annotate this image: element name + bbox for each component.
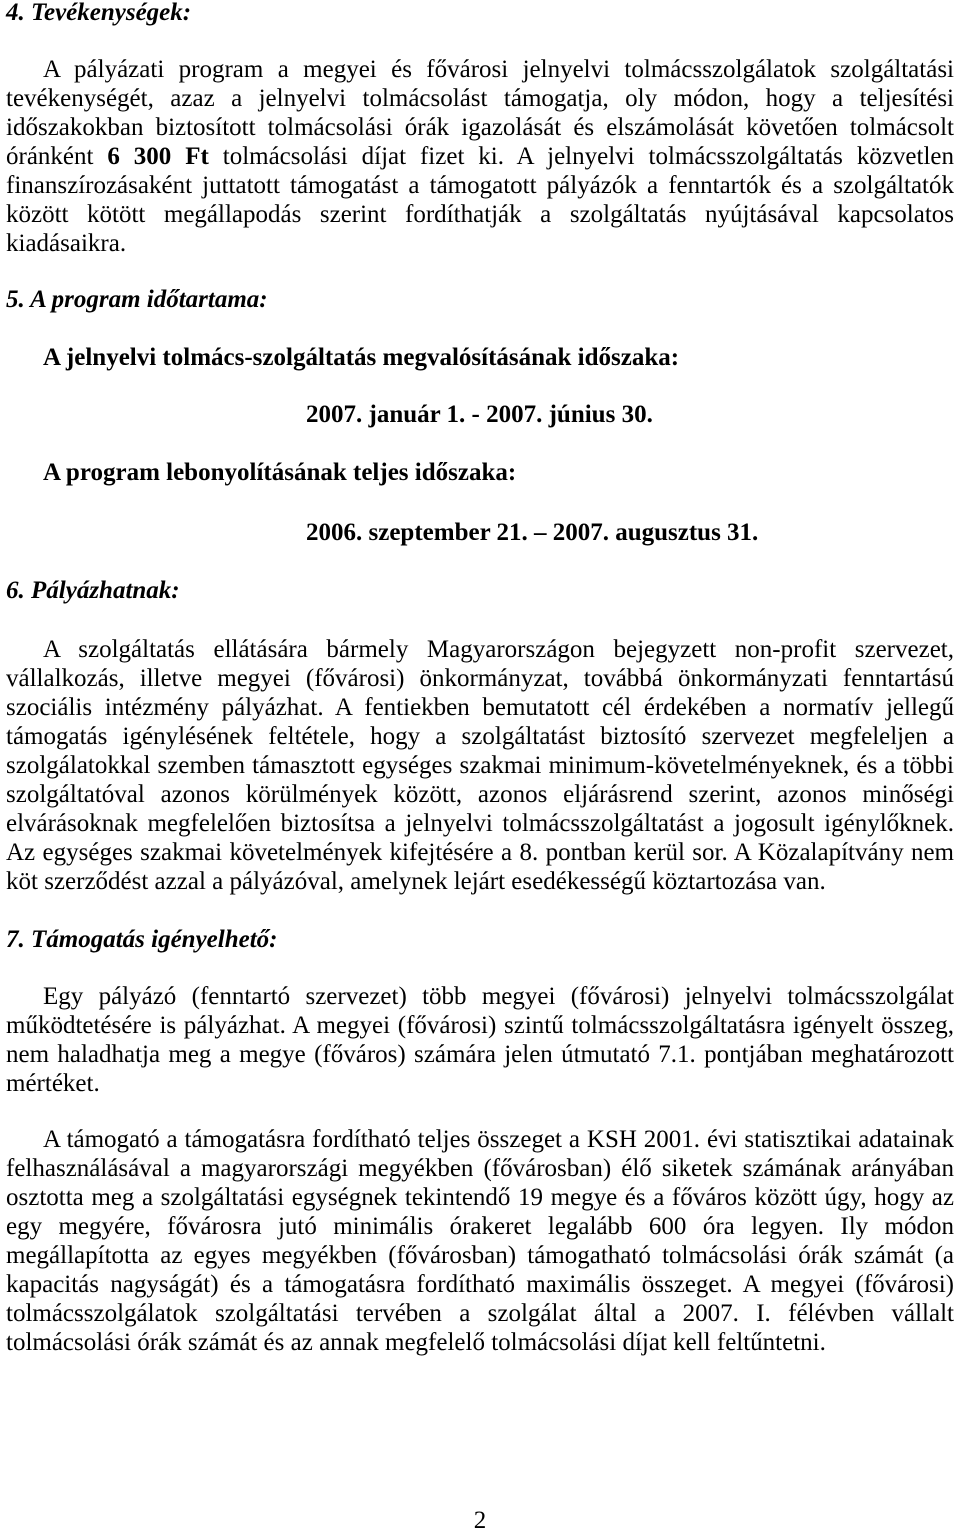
text-line: kapacitás nagyságát) és a támogatásra fordítható maximális összeget. A megyei (fővárosi)	[6, 1271, 954, 1298]
text-line: Egy pályázó (fenntartó szervezet) több megyei (fővárosi) jelnyelvi tolmácsszolgálat	[43, 983, 954, 1010]
program-period-label: A program lebonyolításának teljes időszaka:	[43, 459, 517, 486]
fee-amount: 6 300 Ft	[107, 143, 209, 170]
text-line: elvárásoknak megfelelően biztosítsa a jelnyelvi tolmácsszolgáltatást a jogosult igénylőknek.	[6, 810, 954, 837]
section-7-paragraph-1	[6, 982, 954, 1098]
implementation-period-label: A jelnyelvi tolmács-szolgáltatás megvalósításának időszaka:	[43, 344, 680, 371]
text-line: tolmácsolási órák számát és az annak megfelelő tolmácsolási díjat kell feltűntetni.	[6, 1329, 826, 1356]
section-4-paragraph	[6, 55, 954, 258]
text-line: szolgálatokkal szemben támasztott egységes szakmai minimum-követelményeknek, és a többi	[6, 752, 954, 779]
section-6-heading: 6. Pályázhatnak:	[6, 577, 180, 604]
text-line: felhasználásával a magyarországi megyékben (fővárosban) élő siketek számának arányában	[6, 1155, 954, 1182]
text-line: nem haladhatja meg a megye (főváros) számára jelen útmutató 7.1. pontjában meghatározott	[6, 1041, 954, 1068]
text-line: szolgáltatóval azonos körülmények között, azonos eljárásrend szerint, azonos minőségi	[6, 781, 954, 808]
text-line: A támogató a támogatásra fordítható teljes összeget a KSH 2001. évi statisztikai adatainak	[43, 1126, 954, 1153]
text-line: finanszírozásaként juttatott támogatást a támogatott pályázók a fenntartók és a szolgáltatók	[6, 172, 954, 199]
text-line: vállalkozás, illetve megyei (fővárosi) önkormányzat, továbbá önkormányzati fenntartású	[6, 665, 954, 692]
text-line: tolmácsszolgálatok szolgáltatási tervében a szolgálat által a 2007. I. félévben vállalt	[6, 1300, 954, 1327]
section-7-paragraph-2	[6, 1125, 954, 1357]
text-line: A pályázati program a megyei és fővárosi jelnyelvi tolmácsszolgálatok szolgáltatási	[43, 56, 954, 83]
section-6-paragraph	[6, 635, 954, 896]
text-line: működtetésére is pályázhat. A megyei (fővárosi) szintű tolmácsszolgáltatásra igényelt összeg,	[6, 1012, 954, 1039]
section-4-heading: 4. Tevékenységek:	[6, 0, 192, 26]
text-line: időszakokban biztosított tolmácsolási órák igazolását és elszámolását követően tolmácsolt	[6, 114, 954, 141]
text-line: köt szerződést azzal a pályázóval, amelynek lejárt esedékességű köztartozása van.	[6, 868, 826, 895]
text-line: egy megyére, fővárosra jutó minimális órakeret legalább 600 óra legyen. Ily módon	[6, 1213, 954, 1240]
text-segment: tolmácsolási díjat fizet ki. A jelnyelvi tolmácsszolgáltatás közvetlen	[208, 143, 954, 170]
text-line: tevékenységét, azaz a jelnyelvi tolmácsolást támogatja, oly módon, hogy a teljesítési	[6, 85, 954, 112]
text-segment: óránként	[6, 143, 108, 170]
text-line	[6, 142, 954, 171]
text-line: A szolgáltatás ellátására bármely Magyarországon bejegyzett non-profit szervezet,	[43, 636, 954, 663]
page-number: 2	[473, 1507, 487, 1534]
text-line: támogatás igénylésének feltétele, hogy a szolgáltatást biztosító szervezet megfeleljen a	[6, 723, 954, 750]
text-line: megállapította az egyes megyékben (fővárosban) támogatható tolmácsolási órák számát (a	[6, 1242, 954, 1269]
section-7-heading: 7. Támogatás igényelhető:	[6, 926, 278, 953]
implementation-period-dates: 2007. január 1. - 2007. június 30.	[306, 401, 653, 428]
text-line: kiadásaikra.	[6, 230, 127, 257]
text-line: Az egységes szakmai követelmények kifejtésére a 8. pontban kerül sor. A Közalapítvány nem	[6, 839, 954, 866]
program-period-dates: 2006. szeptember 21. – 2007. augusztus 31.	[306, 519, 759, 546]
text-line: között kötött megállapodás szerint fordíthatják a szolgáltatás nyújtásával kapcsolatos	[6, 201, 954, 228]
text-line: szociális intézmény pályázhat. A fentiekben bemutatott cél érdekében a normatív jellegű	[6, 694, 954, 721]
text-line: osztotta meg a szolgáltatási egységnek tekintendő 19 megye és a főváros között úgy, hogy az	[6, 1184, 954, 1211]
section-5-heading: 5. A program időtartama:	[6, 286, 268, 313]
text-line: mértéket.	[6, 1070, 100, 1097]
